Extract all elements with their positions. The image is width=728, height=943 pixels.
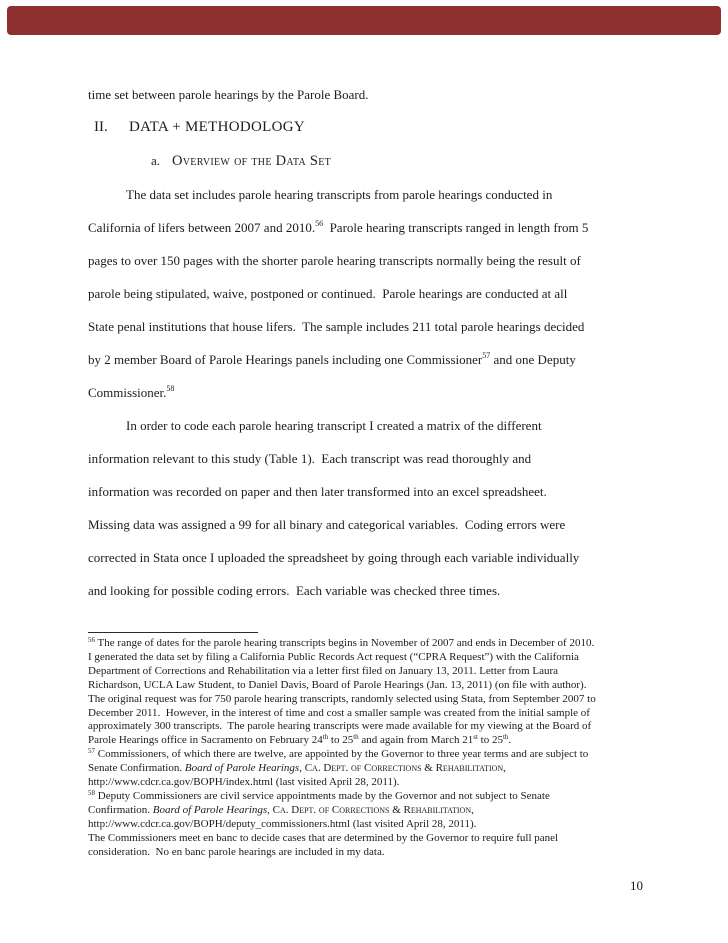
text-segment: In order to code each parole hearing transcript I created a matrix of the different bbox=[126, 418, 542, 433]
text-segment: and again from March 21 bbox=[358, 734, 474, 747]
text-segment: to 25 bbox=[477, 734, 503, 747]
text-segment: State penal institutions that house lifers. The sample includes 211 total parole hearings decided bbox=[88, 319, 585, 334]
text-line bbox=[88, 734, 645, 748]
italic-text: Board of Parole Hearings bbox=[184, 762, 300, 775]
footnote-reference: 57 bbox=[88, 747, 95, 756]
smallcaps-text: Ca. Dept. of Corrections & Rehabilitation bbox=[304, 762, 504, 775]
text-line bbox=[88, 679, 645, 693]
text-segment: by 2 member Board of Parole Hearings panels including one Commissioner bbox=[88, 352, 483, 367]
text-segment: The data set includes parole hearing transcripts from parole hearings conducted in bbox=[126, 187, 553, 202]
text-segment: . bbox=[508, 734, 512, 747]
subsection-marker: a. bbox=[151, 153, 161, 168]
section-numeral: II. bbox=[94, 119, 108, 135]
text-segment: Missing data was assigned a 99 for all binary and categorical variables. Coding errors were bbox=[88, 517, 566, 532]
text-line bbox=[88, 832, 645, 846]
section-heading bbox=[88, 111, 645, 144]
text-segment: I generated the data set by filing a California Public Records Act request (“CPRA Request”) with the California bbox=[88, 650, 579, 663]
text-segment: information was recorded on paper and then later transformed into an excel spreadsheet. bbox=[88, 484, 547, 499]
text-segment: Deputy Commissioners are civil service appointments made by the Governor and not subject to Senate bbox=[95, 789, 550, 802]
text-line bbox=[88, 707, 645, 721]
footnote-reference: 58 bbox=[88, 788, 95, 797]
page-content bbox=[88, 78, 645, 860]
text-line bbox=[88, 776, 645, 790]
text-line bbox=[88, 720, 645, 734]
text-segment: Confirmation. bbox=[88, 803, 153, 816]
text-line bbox=[88, 790, 645, 804]
footnote-reference: 57 bbox=[482, 351, 491, 360]
text-segment: and one Deputy bbox=[490, 352, 576, 367]
text-line bbox=[88, 178, 645, 211]
text-line bbox=[88, 574, 645, 607]
text-segment: to 25 bbox=[328, 734, 354, 747]
text-line bbox=[88, 442, 645, 475]
text-line bbox=[88, 277, 645, 310]
text-line bbox=[88, 343, 645, 376]
text-segment: Richardson, UCLA Law Student, to Daniel Davis, Board of Parole Hearings (Jan. 13, 2011) (on file with author). bbox=[88, 678, 587, 691]
text-line bbox=[88, 651, 645, 665]
text-segment: and looking for possible coding errors. Each variable was checked three times. bbox=[88, 583, 501, 598]
text-segment: consideration. No en banc parole hearings are included in my data. bbox=[88, 845, 385, 858]
text-line bbox=[88, 762, 645, 776]
footnote-reference: th bbox=[353, 733, 359, 742]
footnotes bbox=[88, 637, 645, 860]
text-segment: The range of dates for the parole hearing transcripts begins in November of 2007 and ends in December of 2010. bbox=[95, 637, 595, 649]
text-line bbox=[88, 846, 645, 860]
text-line bbox=[88, 310, 645, 343]
top-banner bbox=[7, 6, 721, 35]
text-segment: California of lifers between 2007 and 2010. bbox=[88, 220, 316, 235]
footnote-reference: 58 bbox=[166, 384, 175, 393]
text-line bbox=[88, 748, 645, 762]
text-line bbox=[88, 665, 645, 679]
text-line bbox=[88, 475, 645, 508]
text-line bbox=[88, 244, 645, 277]
text-segment: , bbox=[267, 803, 273, 816]
text-segment: Commissioner. bbox=[88, 385, 167, 400]
text-line bbox=[88, 376, 645, 409]
text-segment: The Commissioners meet en banc to decide cases that are determined by the Governor to require full panel bbox=[88, 831, 559, 844]
text-line bbox=[88, 541, 645, 574]
footnote-reference: 56 bbox=[88, 636, 95, 644]
footnote-reference: th bbox=[502, 733, 509, 742]
footnote-separator bbox=[88, 632, 258, 633]
section-title: DATA + METHODOLOGY bbox=[129, 119, 305, 135]
text-segment: , bbox=[503, 762, 506, 775]
subsection-title: Overview of the Data Set bbox=[172, 153, 332, 169]
body-paragraphs bbox=[88, 178, 645, 607]
text-line bbox=[88, 637, 645, 651]
text-segment: The original request was for 750 parole hearing transcripts, randomly selected using Stata, from September 2007 to bbox=[88, 692, 596, 705]
text-line bbox=[88, 409, 645, 442]
footnote-reference: 56 bbox=[315, 219, 324, 228]
text-line bbox=[88, 804, 645, 818]
page-number: 10 bbox=[630, 878, 643, 893]
lead-paragraph-line: time set between parole hearings by the Parole Board. bbox=[88, 87, 369, 102]
footnote-reference: st bbox=[473, 733, 478, 742]
text-segment: Commissioners, of which there are twelve, are appointed by the Governor to three year terms and are subject to bbox=[95, 748, 589, 761]
text-segment: http://www.cdcr.ca.gov/BOPH/deputy_commissioners.html (last visited April 28, 2011). bbox=[88, 817, 477, 830]
text-segment: Parole Hearings office in Sacramento on February 24 bbox=[88, 734, 323, 747]
text-segment: information relevant to this study (Table 1). Each transcript was read thoroughly and bbox=[88, 451, 532, 466]
text-line bbox=[88, 508, 645, 541]
text-line bbox=[88, 211, 645, 244]
text-segment: corrected in Stata once I uploaded the spreadsheet by going through each variable individually bbox=[88, 550, 580, 565]
text-segment: Parole hearing transcripts ranged in length from 5 bbox=[323, 220, 589, 235]
text-segment: approximately 300 transcripts. The parole hearing transcripts were made available for my viewing at the Board of bbox=[88, 720, 592, 733]
text-segment: Department of Corrections and Rehabilitation via a letter first filed on January 13, 2011. Letter from Laura bbox=[88, 664, 558, 677]
text-line bbox=[88, 693, 645, 707]
text-line bbox=[88, 818, 645, 832]
text-segment: December 2011. However, in the interest of time and cost a smaller sample was created from the initial sample of bbox=[88, 706, 590, 719]
text-segment: Senate Confirmation. bbox=[88, 762, 185, 775]
smallcaps-text: Ca. Dept. of Corrections & Rehabilitation bbox=[272, 803, 472, 816]
text-segment: , bbox=[471, 803, 474, 816]
footnote-reference: th bbox=[322, 733, 329, 742]
subsection-heading bbox=[88, 144, 645, 178]
text-segment: http://www.cdcr.ca.gov/BOPH/index.html (last visited April 28, 2011). bbox=[88, 776, 400, 789]
text-segment: , bbox=[299, 762, 305, 775]
italic-text: Board of Parole Hearings bbox=[152, 803, 268, 816]
text-segment: pages to over 150 pages with the shorter parole hearing transcripts normally being the result of bbox=[88, 253, 581, 268]
text-segment: parole being stipulated, waive, postponed or continued. Parole hearings are conducted at all bbox=[88, 286, 568, 301]
